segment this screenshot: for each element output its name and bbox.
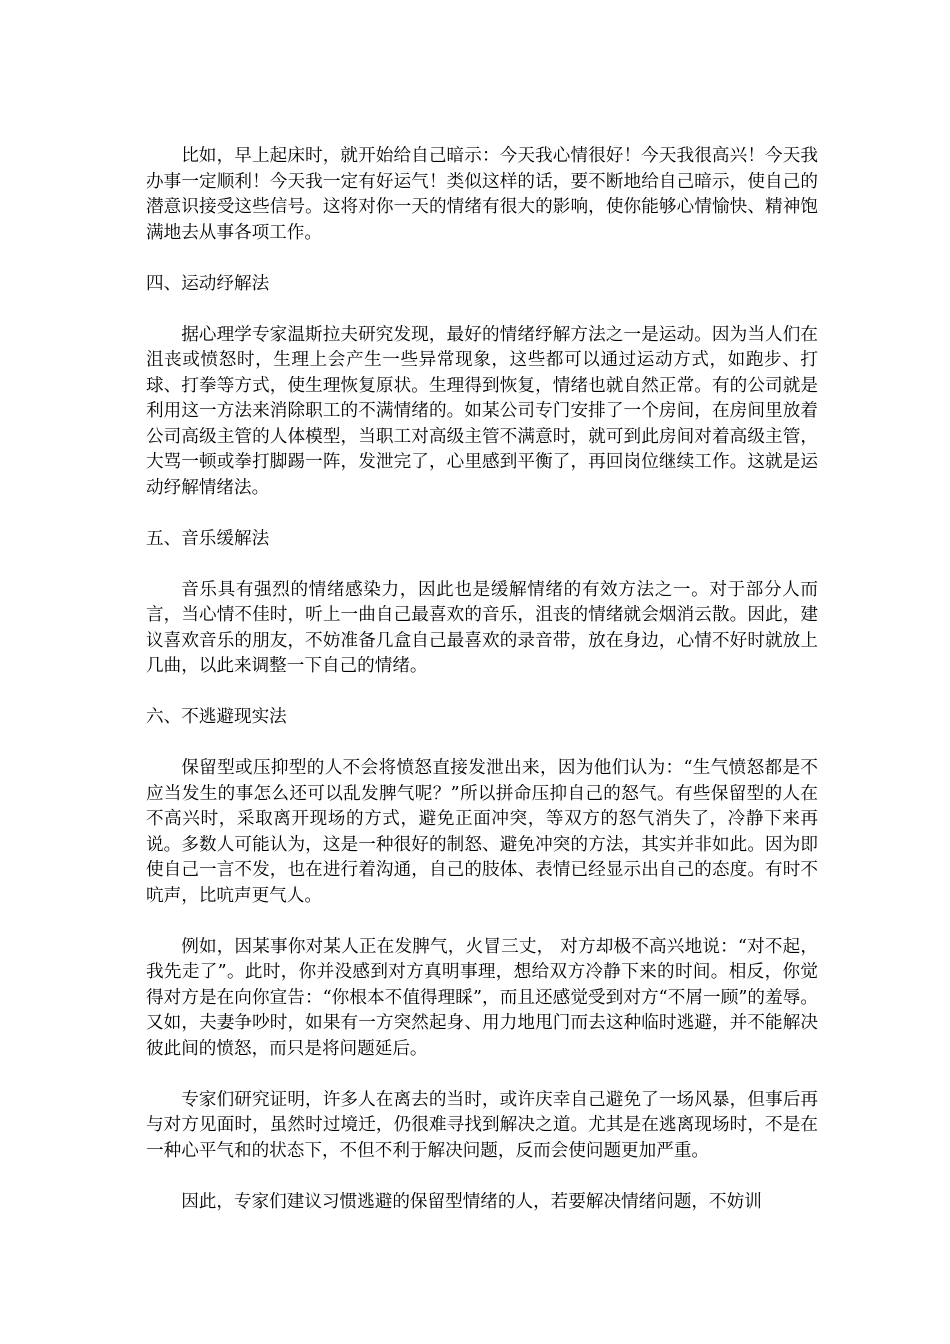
paragraph-gap	[146, 909, 818, 935]
paragraph-example: 例如，因某事你对某人正在发脾气，火冒三丈， 对方却极不高兴地说：“对不起，我先走了”。此时，你并没感到对方真明事理，想给双方冷静下来的时间。相反，你觉得对方是在向你宣告：“你根本不值得理睬”，而且还感觉受到对方“不屑一顾”的羞辱。又如，夫妻争吵时，如果有一方突然起身、用力地甩门而去这种临时逃避，并不能解决彼此间的愤怒，而只是将问题延后。	[146, 936, 818, 1059]
paragraph-gap	[146, 1164, 818, 1190]
paragraph-gap	[146, 680, 818, 706]
section-heading-exercise: 四、运动纾解法	[146, 273, 270, 294]
document-page	[146, 144, 818, 1215]
paragraph-gap	[146, 246, 818, 272]
paragraph-music: 音乐具有强烈的情绪感染力，因此也是缓解情绪的有效方法之一。对于部分人而言，当心情不佳时，听上一曲自己最喜欢的音乐，沮丧的情绪就会烟消云散。因此，建议喜欢音乐的朋友，不妨准备几盒自己最喜欢的录音带，放在身边，心情不好时就放上几曲，以此来调整一下自己的情绪。	[146, 579, 818, 676]
paragraph-gap	[146, 731, 818, 757]
paragraph-expert-advice: 因此，专家们建议习惯逃避的保留型情绪的人，若要解决情绪问题，不妨训	[181, 1191, 762, 1212]
paragraph-suppression: 保留型或压抑型的人不会将愤怒直接发泄出来，因为他们认为：“生气愤怒都是不应当发生的事怎么还可以乱发脾气呢？”所以拼命压抑自己的怒气。有些保留型的人在不高兴时，采取离开现场的方式，避免正面冲突，等双方的怒气消失了，冷静下来再说。多数人可能认为，这是一种很好的制怒、避免冲突的方法，其实并非如此。因为即使自己一言不发，也在进行着沟通，自己的肢体、表情已经显示出自己的态度。有时不吭声，比吭声更气人。	[146, 758, 818, 906]
paragraph-gap	[146, 1062, 818, 1088]
paragraph-expert-research: 专家们研究证明，许多人在离去的当时，或许庆幸自己避免了一场风暴，但事后再与对方见面时，虽然时过境迁，仍很难寻找到解决之道。尤其是在逃离现场时，不是在一种心平气和的状态下，不但不利于解决问题，反而会使问题更加严重。	[146, 1089, 818, 1161]
paragraph-self-suggestion-example: 比如，早上起床时，就开始给自己暗示：今天我心情很好！今天我很高兴！今天我办事一定顺利！今天我一定有好运气！类似这样的话，要不断地给自己暗示，使自己的潜意识接受这些信号。这将对你一天的情绪有很大的影响，使你能够心情愉快、精神饱满地去从事各项工作。	[146, 146, 818, 243]
paragraph-exercise: 据心理学专家温斯拉夫研究发现，最好的情绪纾解方法之一是运动。因为当人们在沮丧或愤怒时，生理上会产生一些异常现象，这些都可以通过运动方式，如跑步、打球、打拳等方式，使生理恢复原状。生理得到恢复，情绪也就自然正常。有的公司就是利用这一方法来消除职工的不满情绪的。如某公司专门安排了一个房间，在房间里放着公司高级主管的人体模型，当职工对高级主管不满意时，就可到此房间对着高级主管，大骂一顿或拳打脚踢一阵，发泄完了，心里感到平衡了，再回岗位继续工作。这就是运动纾解情绪法。	[146, 324, 818, 498]
section-heading-no-escape: 六、不逃避现实法	[146, 707, 287, 727]
paragraph-gap	[146, 297, 818, 323]
paragraph-gap	[146, 552, 818, 578]
section-heading-music: 五、音乐缓解法	[146, 528, 270, 549]
paragraph-gap	[146, 501, 818, 527]
